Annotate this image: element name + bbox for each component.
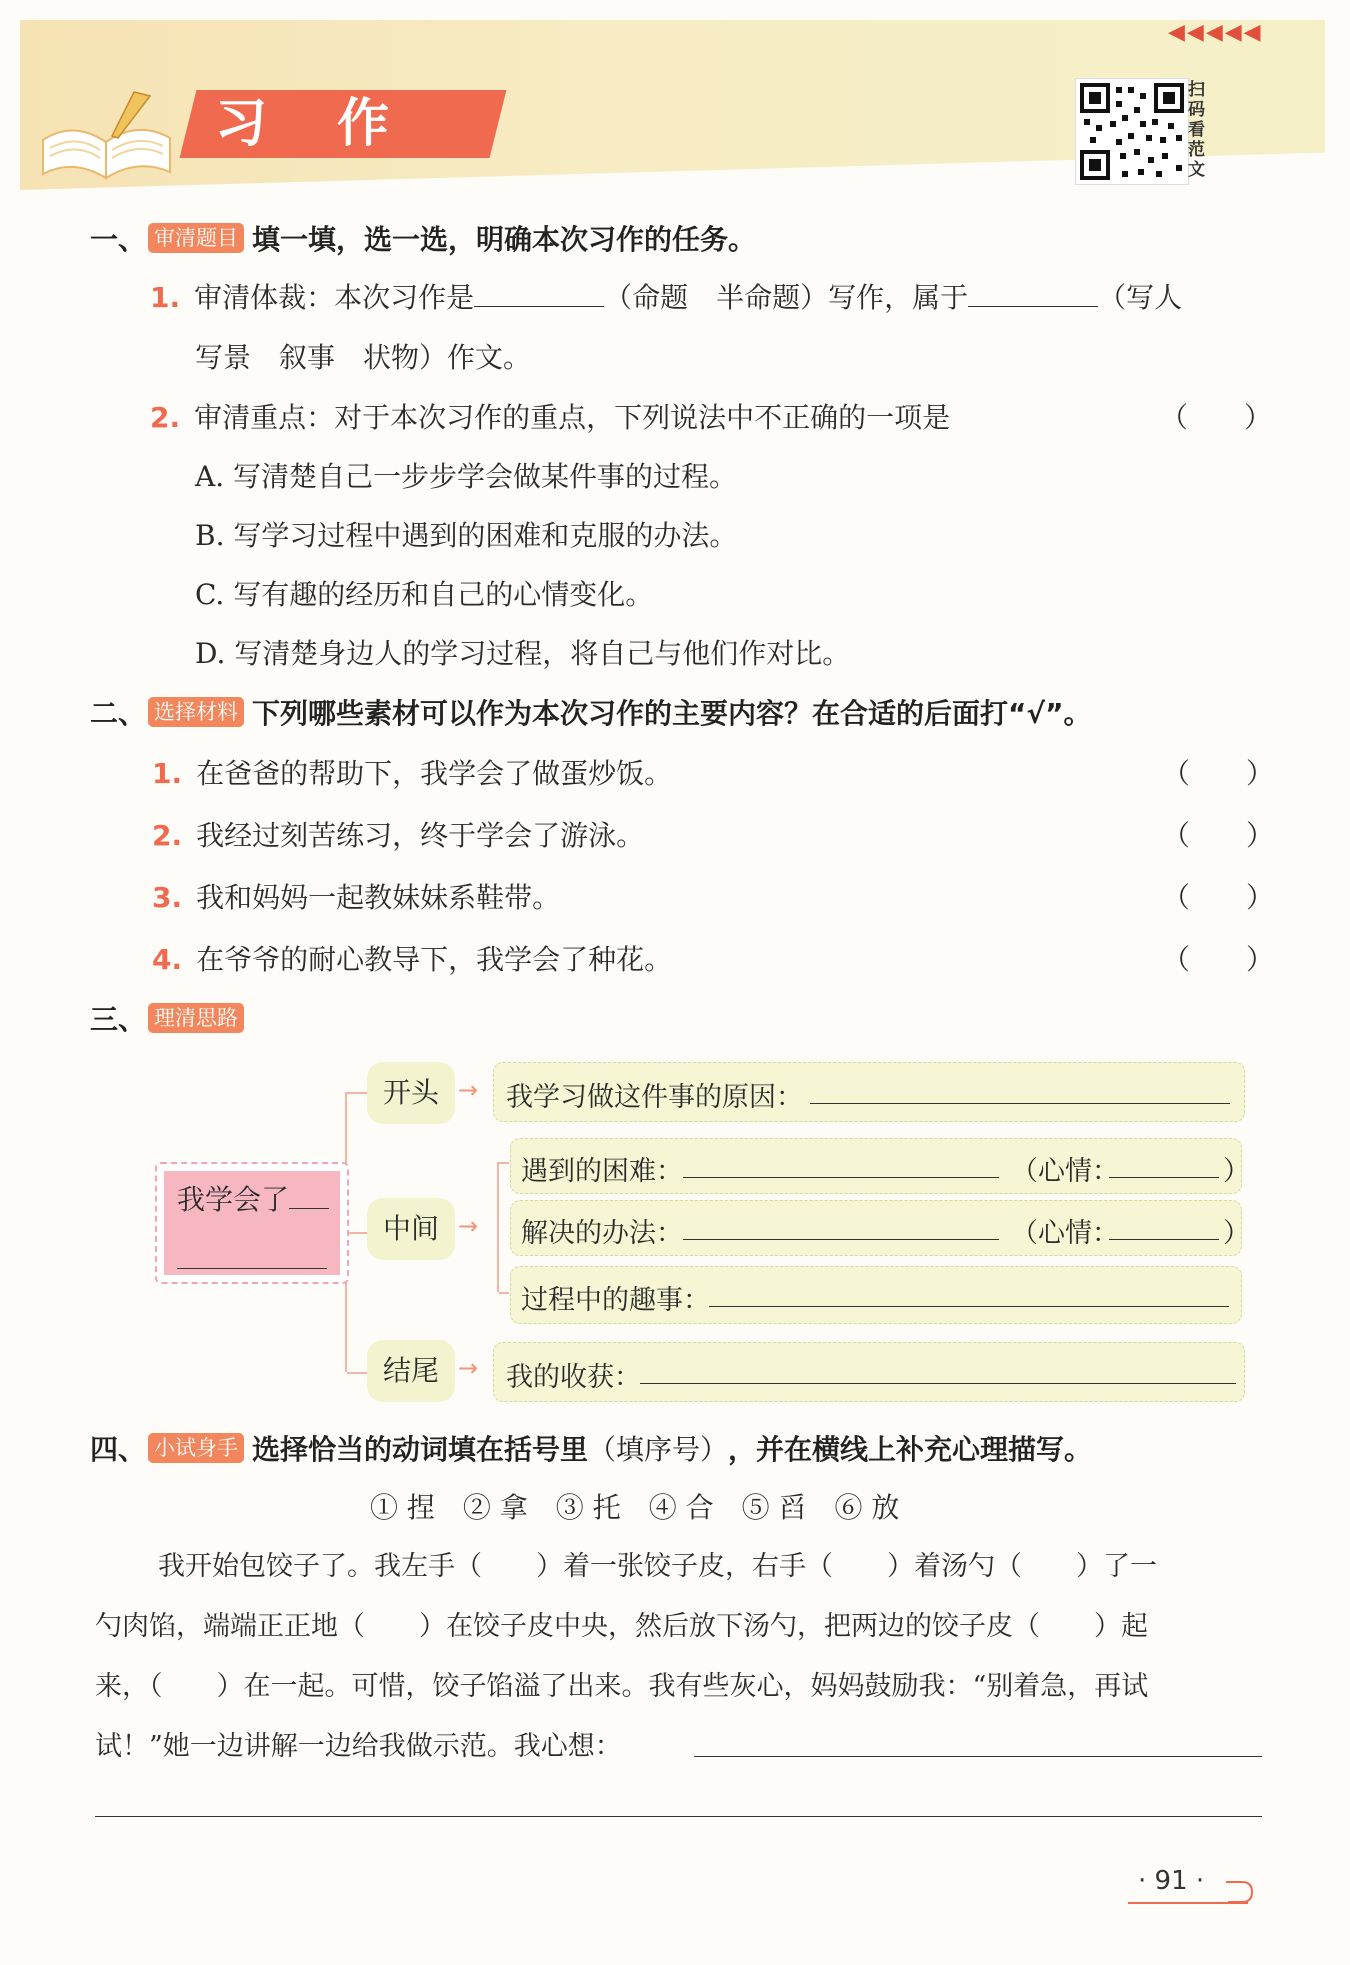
arrow-right-icon: → — [458, 1354, 479, 1382]
item3-paren[interactable]: （ ） — [1162, 881, 1275, 914]
section3-index: 三、 — [90, 1003, 147, 1036]
section3-tag: 理清思路 — [148, 1003, 244, 1033]
verb-options: ① 捏 ② 拿 ③ 托 ④ 合 ⑤ 舀 ⑥ 放 — [370, 1491, 900, 1524]
root-label: 我学会了 — [177, 1183, 290, 1216]
q1-num: 1. — [150, 281, 181, 314]
start-box-label: 我学习做这件事的原因： — [506, 1082, 803, 1113]
section4-tag: 小试身手 — [148, 1433, 244, 1463]
mindmap-branch-mid — [347, 1232, 367, 1234]
q2-option-a: A. 写清楚自己一步步学会做某件事的过程。 — [195, 460, 738, 493]
section2-heading — [90, 692, 1092, 732]
q2-option-c: C. 写有趣的经历和自己的心情变化。 — [195, 578, 654, 611]
section2-instruction: 下列哪些素材可以作为本次习作的主要内容？在合适的后面打“√”。 — [252, 697, 1092, 730]
difficulty-label: 遇到的困难： — [521, 1156, 683, 1187]
section1-q2 — [150, 396, 950, 436]
q1-text-b: （命题 半命题）写作，属于 — [604, 281, 969, 314]
paragraph-line-4: 试！”她一边讲解一边给我做示范。我心想： — [95, 1731, 622, 1762]
item1-text: 在爸爸的帮助下，我学会了做蛋炒饭。 — [196, 757, 673, 790]
q2-answer-paren[interactable]: （ ） — [1160, 401, 1273, 434]
mood1-label: （心情： — [1011, 1156, 1119, 1187]
middle-bracket-top — [499, 1162, 509, 1164]
item1-num: 1. — [152, 757, 183, 790]
middle-bracket-bottom — [499, 1292, 509, 1294]
thought-blank-1[interactable] — [694, 1730, 1262, 1757]
end-box-label: 我的收获： — [506, 1362, 641, 1393]
root-blank-1[interactable] — [289, 1182, 329, 1209]
middle-bracket — [497, 1162, 511, 1292]
q2-num: 2. — [150, 401, 181, 434]
mindmap-root — [155, 1162, 349, 1284]
item1-paren[interactable]: （ ） — [1162, 757, 1275, 790]
end-box-blank[interactable] — [640, 1357, 1236, 1384]
section4-instruction-c: ，并在横线上补充心理描写。 — [728, 1433, 1093, 1466]
paragraph-line-2: 勺肉馅，端端正正地（ ）在饺子皮中央，然后放下汤勺，把两边的饺子皮（ ）起 — [95, 1611, 1148, 1642]
difficulty-blank[interactable] — [683, 1151, 999, 1178]
paragraph-line-1: 我开始包饺子了。我左手（ ）着一张饺子皮，右手（ ）着汤勺（ ）了一 — [158, 1551, 1157, 1582]
start-box-blank[interactable] — [810, 1077, 1230, 1104]
start-box — [493, 1062, 1245, 1122]
thought-blank-2[interactable] — [95, 1790, 1262, 1817]
item2-paren[interactable]: （ ） — [1162, 819, 1275, 852]
q1-blank-2[interactable] — [968, 280, 1098, 307]
section1-instruction: 填一填，选一选，明确本次习作的任务。 — [252, 223, 757, 256]
mood2-blank[interactable] — [1109, 1213, 1219, 1240]
q2-option-d: D. 写清楚身边人的学习过程，将自己与他们作对比。 — [195, 637, 851, 670]
section2-item-1 — [152, 752, 672, 792]
section4-instruction-b: （填序号） — [588, 1433, 729, 1466]
q1-text-a: 审清体裁：本次习作是 — [194, 281, 475, 314]
item3-text: 我和妈妈一起教妹妹系鞋带。 — [196, 881, 561, 914]
root-blank-2[interactable] — [177, 1242, 327, 1269]
node-middle: 中间 — [367, 1198, 455, 1260]
q1-blank-1[interactable] — [474, 280, 604, 307]
decorative-arrows-icon: ◀◀◀◀◀ — [1168, 20, 1263, 45]
qr-code-icon[interactable] — [1075, 78, 1189, 185]
section4-heading — [90, 1428, 1092, 1468]
node-start: 开头 — [367, 1062, 455, 1124]
fun-label: 过程中的趣事： — [521, 1285, 710, 1316]
mood1-blank[interactable] — [1109, 1151, 1219, 1178]
mood2-close: ） — [1223, 1218, 1250, 1249]
section3-heading — [90, 998, 252, 1038]
item4-num: 4. — [152, 943, 183, 976]
mindmap-root-text — [177, 1178, 329, 1218]
q1-text-c: （写人 — [1098, 281, 1183, 314]
mindmap-branch-top — [347, 1092, 367, 1094]
arrow-right-icon: → — [458, 1212, 479, 1240]
section2-item-4 — [152, 938, 672, 978]
fun-blank[interactable] — [709, 1280, 1229, 1307]
section1-q1-line1 — [150, 276, 1182, 316]
solution-label: 解决的办法： — [521, 1218, 683, 1249]
q2-text: 审清重点：对于本次习作的重点，下列说法中不正确的一项是 — [194, 401, 951, 434]
section1-tag: 审清题目 — [148, 223, 244, 253]
open-book-icon — [38, 90, 178, 180]
qr-label: 扫码看范文 — [1188, 80, 1205, 180]
page-number: · 91 · — [1138, 1866, 1205, 1896]
section2-index: 二、 — [90, 697, 147, 730]
section2-tag: 选择材料 — [148, 697, 244, 727]
page-title: 习作 — [215, 94, 460, 154]
item4-text: 在爷爷的耐心教导下，我学会了种花。 — [196, 943, 673, 976]
difficulty-box — [510, 1138, 1250, 1194]
page-curl-icon — [1224, 1876, 1254, 1906]
item4-paren[interactable]: （ ） — [1162, 943, 1275, 976]
end-box — [493, 1342, 1245, 1402]
section1-index: 一、 — [90, 223, 147, 256]
node-end: 结尾 — [367, 1340, 455, 1402]
section1-q1-line2: 写景 叙事 状物）作文。 — [195, 341, 532, 374]
arrow-right-icon: → — [458, 1076, 479, 1104]
section2-item-2 — [152, 814, 644, 854]
mindmap-branch-bottom — [347, 1372, 367, 1374]
section4-instruction-a: 选择恰当的动词填在括号里 — [252, 1433, 589, 1466]
item3-num: 3. — [152, 881, 183, 914]
mood2-label: （心情： — [1011, 1218, 1119, 1249]
q2-option-b: B. 写学习过程中遇到的困难和克服的办法。 — [195, 519, 738, 552]
fun-box — [510, 1266, 1242, 1324]
solution-blank[interactable] — [683, 1213, 999, 1240]
paragraph-line-3: 来，（ ）在一起。可惜，饺子馅溢了出来。我有些灰心，妈妈鼓励我：“别着急，再试 — [95, 1671, 1149, 1702]
solution-box — [510, 1200, 1250, 1256]
mood1-close: ） — [1223, 1156, 1250, 1187]
section1-heading — [90, 218, 756, 258]
section2-item-3 — [152, 876, 560, 916]
item2-text: 我经过刻苦练习，终于学会了游泳。 — [196, 819, 645, 852]
item2-num: 2. — [152, 819, 183, 852]
section4-index: 四、 — [90, 1433, 147, 1466]
